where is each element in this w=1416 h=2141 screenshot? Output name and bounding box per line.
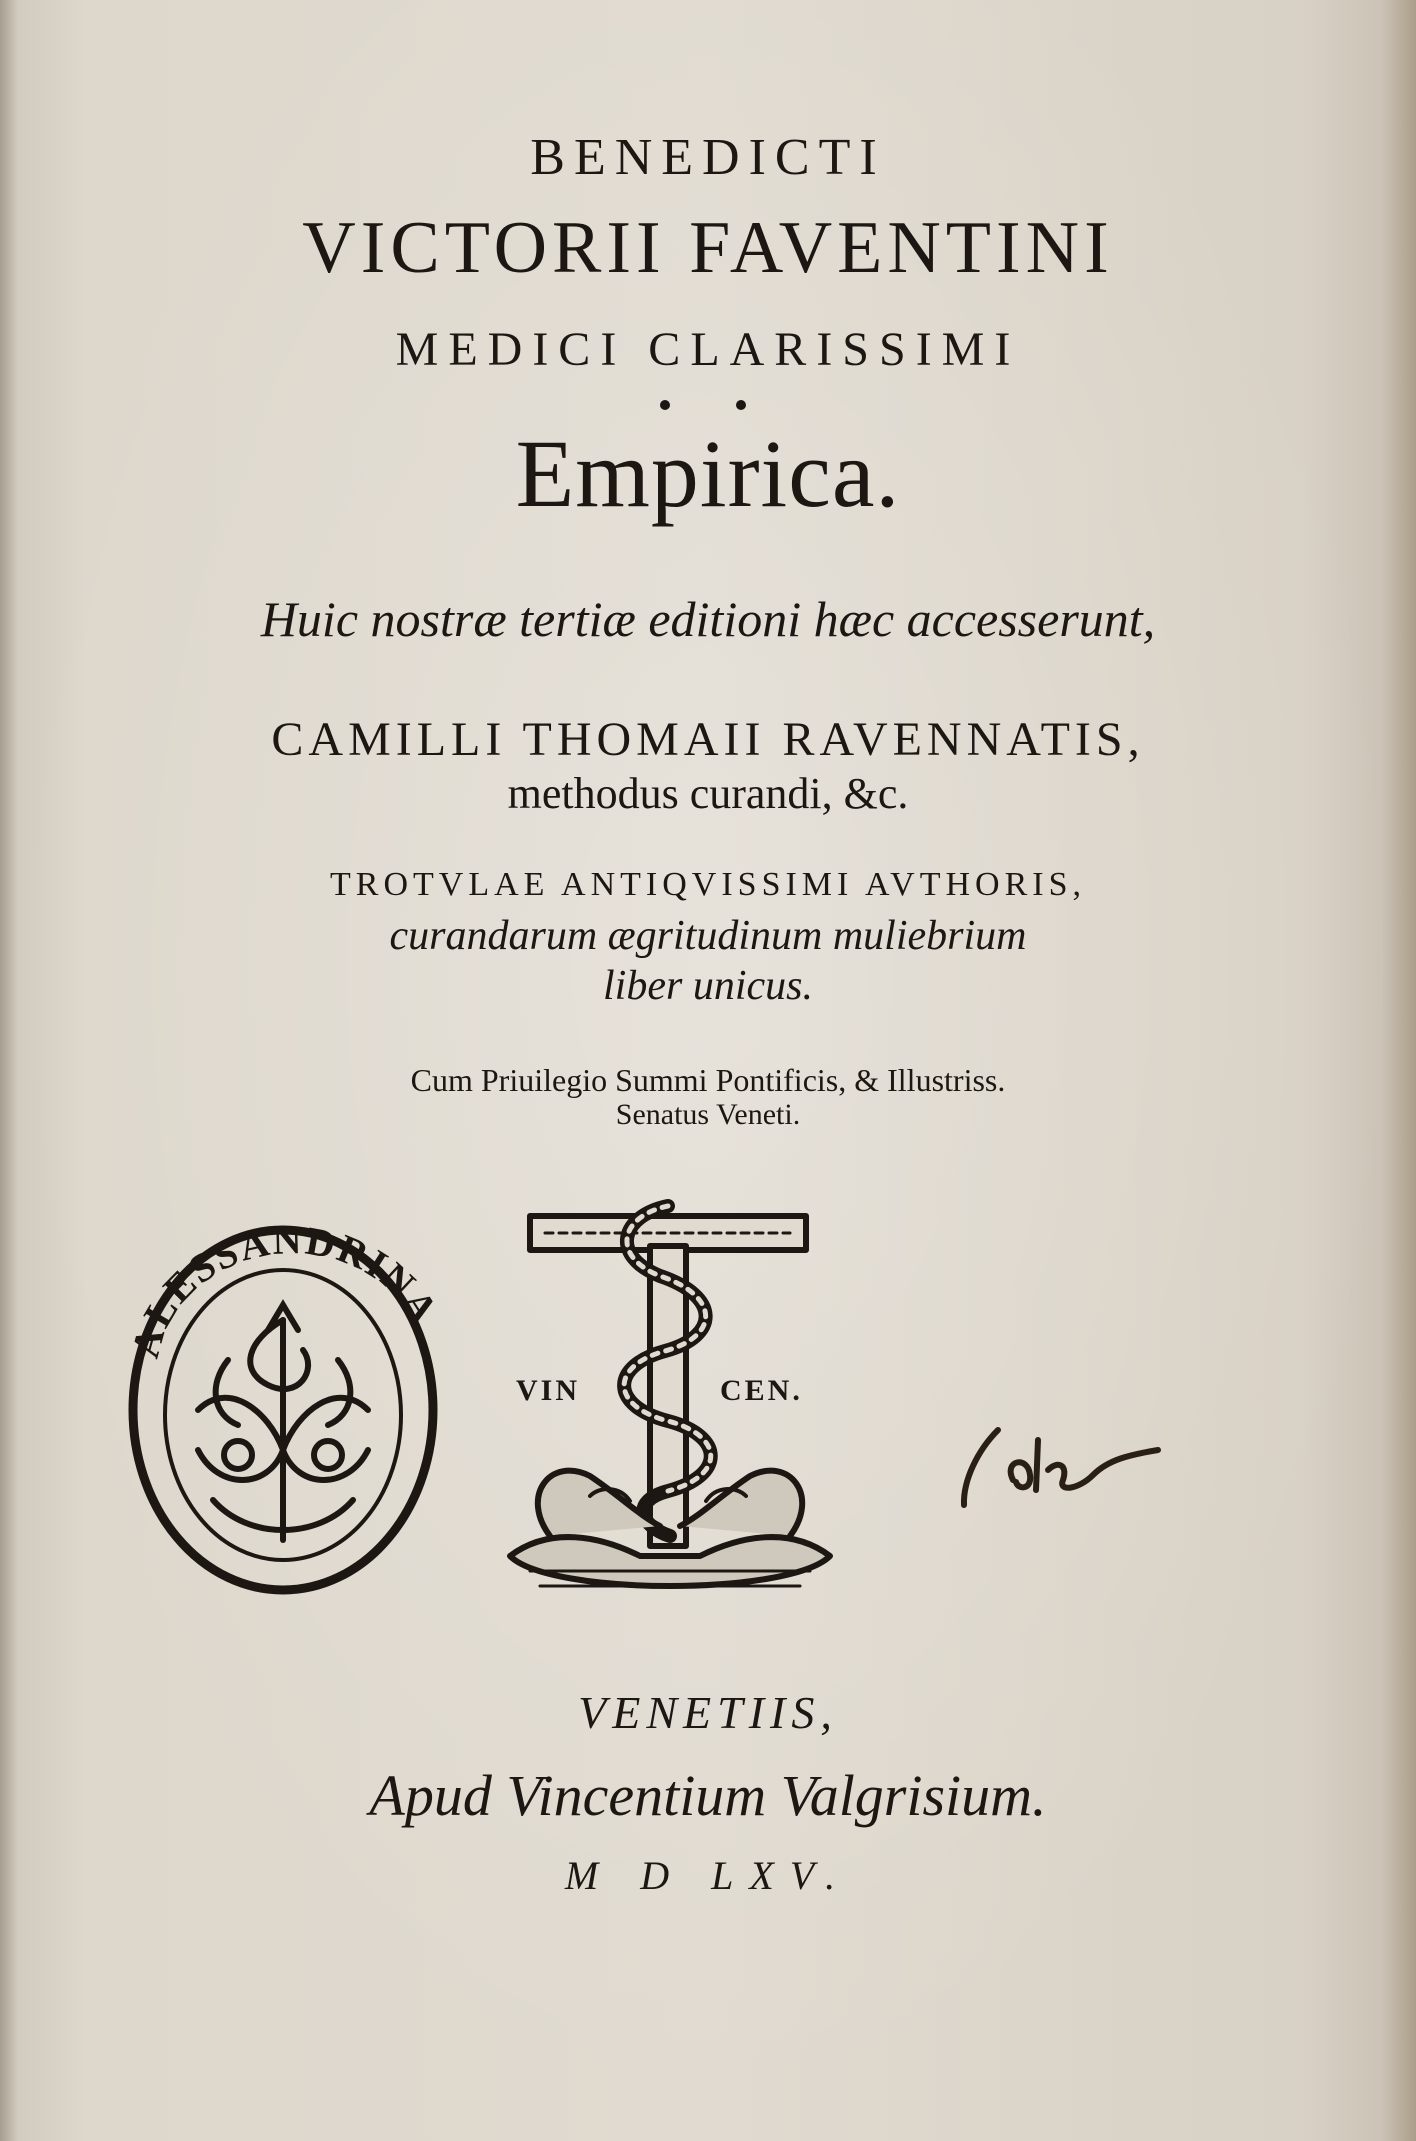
third-work-line1: curandarum ægritudinum muliebrium bbox=[389, 913, 1027, 959]
privilege-line2: Senatus Veneti. bbox=[615, 1098, 801, 1131]
imprint-place: VENETIIS, bbox=[578, 1687, 838, 1738]
imprint-printer: Apud Vincentium Valgrisium. bbox=[369, 1763, 1047, 1828]
author-first-name: BENEDICTI bbox=[530, 129, 886, 186]
stamp-text: ALESSANDRINA bbox=[122, 1217, 448, 1363]
library-stamp-icon bbox=[118, 1210, 448, 1600]
second-author: CAMILLI THOMAII RAVENNATIS, bbox=[271, 713, 1145, 766]
handwritten-signature-icon bbox=[958, 1410, 1168, 1520]
imprint-year: M D LXV. bbox=[564, 1853, 852, 1898]
serpent-tau-printer-mark-icon bbox=[490, 1196, 846, 1626]
book-title: Empirica. bbox=[515, 420, 901, 527]
printer-mark-left-text: VIN bbox=[516, 1374, 581, 1407]
printer-mark-right-text: CEN. bbox=[720, 1374, 803, 1407]
ornament-dot bbox=[736, 400, 746, 410]
author-epithet: MEDICI CLARISSIMI bbox=[395, 323, 1021, 376]
privilege-line1: Cum Priuilegio Summi Pontificis, & Illustriss. bbox=[410, 1062, 1006, 1098]
edition-note: Huic nostræ tertiæ editioni hæc accesserunt, bbox=[260, 591, 1156, 647]
author-name: VICTORII FAVENTINI bbox=[302, 207, 1114, 289]
third-work-line2: liber unicus. bbox=[603, 963, 813, 1009]
third-author: TROTVLAE ANTIQVISSIMI AVTHORIS, bbox=[330, 866, 1086, 903]
ornament-dot bbox=[660, 400, 670, 410]
second-work: methodus curandi, &c. bbox=[507, 769, 909, 818]
